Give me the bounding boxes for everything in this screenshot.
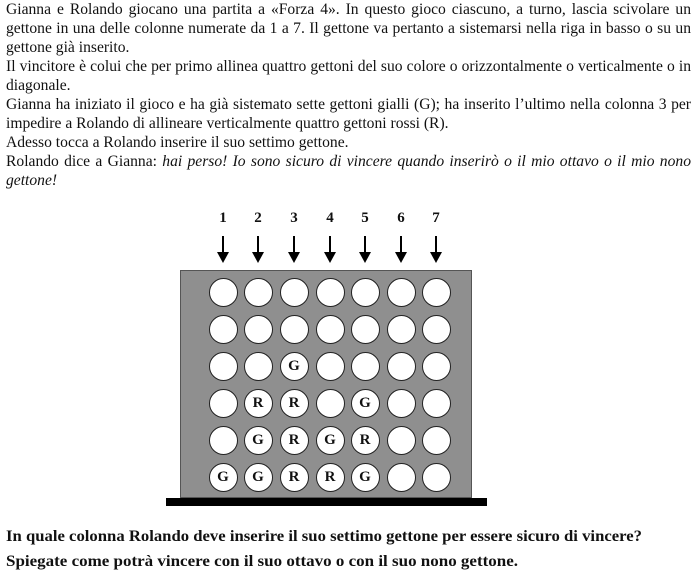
column-label-5: 5 [361,210,369,226]
claim-quote: hai perso! Io sono sicuro di vincere quando inserirò o il mio ottavo o il mio nono gettone! [6,153,691,189]
down-arrow-icon [394,236,408,264]
column-label-3: 3 [290,210,298,226]
token-red: R [280,426,309,455]
empty-slot [280,315,309,344]
empty-slot [351,352,380,381]
empty-slot [209,352,238,381]
empty-slot [387,352,416,381]
empty-slot [422,426,451,455]
down-arrow-icon [429,236,443,264]
empty-slot [209,426,238,455]
intro-paragraph-turn: Adesso tocca a Rolando inserire il suo settimo gettone. [6,134,349,151]
intro-paragraph-rules: Gianna e Rolando giocano una partita a «Forza 4». In questo gioco ciascuno, a turno, lascia scivolare un gettone in una delle colonne numerate da 1 a 7. Il gettone va pertanto a sistemarsi nella riga in basso o su un gettone già inserito. [6,1,691,56]
token-yellow: G [280,352,309,381]
empty-slot [351,278,380,307]
empty-slot [316,352,345,381]
empty-slot [422,352,451,381]
token-yellow: G [351,389,380,418]
intro-paragraph-winner: Il vincitore è colui che per primo allinea quattro gettoni del suo colore o orizzontalmente o verticalmente o in diagonale. [6,58,691,94]
empty-slot [422,389,451,418]
token-red: R [280,389,309,418]
board-base [166,498,487,506]
column-label-1: 1 [219,210,227,226]
column-label-6: 6 [397,210,405,226]
down-arrow-icon [287,236,301,264]
column-label-4: 4 [326,210,334,226]
empty-slot [244,278,273,307]
claim-prefix: Rolando dice a Gianna: [6,153,163,170]
token-red: R [244,389,273,418]
empty-slot [244,352,273,381]
token-yellow: G [316,426,345,455]
empty-slot [316,315,345,344]
column-label-7: 7 [432,210,440,226]
down-arrow-icon [251,236,265,264]
empty-slot [316,278,345,307]
token-red: R [280,463,309,492]
intro-paragraph-state: Gianna ha iniziato il gioco e ha già sistemato sette gettoni gialli (G); ha inserito l’ultimo nella colonna 3 per impedire a Rolando di allineare verticalmente quattro gettoni rossi (R). [6,96,691,132]
empty-slot [387,278,416,307]
empty-slot [387,389,416,418]
token-yellow: G [351,463,380,492]
question-1: In quale colonna Rolando deve inserire il suo settimo gettone per essere sicuro di vincere? [6,528,643,545]
empty-slot [387,315,416,344]
empty-slot [316,389,345,418]
token-red: R [351,426,380,455]
empty-slot [244,315,273,344]
question-2: Spiegate come potrà vincere con il suo ottavo o con il suo nono gettone. [6,553,518,570]
empty-slot [387,463,416,492]
token-yellow: G [244,426,273,455]
empty-slot [422,315,451,344]
empty-slot [351,315,380,344]
token-yellow: G [209,463,238,492]
empty-slot [422,278,451,307]
empty-slot [422,463,451,492]
down-arrow-icon [216,236,230,264]
empty-slot [280,278,309,307]
empty-slot [209,315,238,344]
empty-slot [209,278,238,307]
down-arrow-icon [358,236,372,264]
empty-slot [387,426,416,455]
down-arrow-icon [323,236,337,264]
empty-slot [209,389,238,418]
token-red: R [316,463,345,492]
column-label-2: 2 [254,210,262,226]
token-yellow: G [244,463,273,492]
